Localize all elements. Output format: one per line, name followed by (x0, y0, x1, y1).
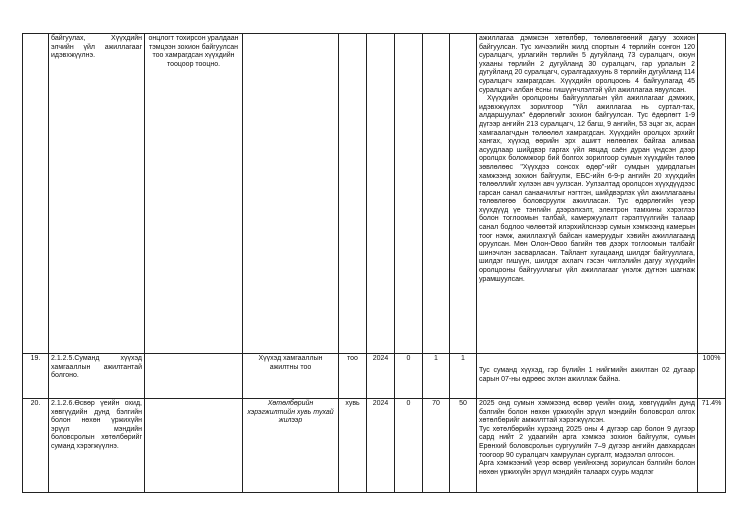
actual-cell: 1 (450, 354, 477, 399)
unit-cell (339, 34, 367, 354)
activity-cell: байгуулах, Хүүхдийн элчийн үйл ажиллагааг идэвхжүүлнэ. (49, 34, 145, 354)
activity-cell: 2.1.2.6.Өсвөр үеийн охид, хөвгүүдийн дунд бэлгийн болон нөхөн үржихүйн эрүүл мэндийн боловсролын хөтөлбөрийг суманд хэрэгжүүлнэ. (49, 399, 145, 493)
year-cell (367, 34, 395, 354)
report-paragraph: Хүүхдийн оролцооны байгууллагын үйл ажиллагааг дэмжих, идэвхжүүлэх зорилгоор "Үйл ажиллагаа нь суртал-тах, алдаршуулах" ёдөрлөгийг зохион байгуулсан. Тус ёдөрлөгт 1-9 дүгээр ангийн 213 суралцагч, 12 багш, 9 ангийн, 53 эцэг эх, асран хамгаалагчдын төлөөлөл хамрагдсан. Хүүхдийн оролцох эрхийг хангах, хүүхэд өөрийн эрх ашигт нөлөөлөх байгаа аливаа асуудлаар шийдвэр гаргах үйл явцад саён дуран үндсэн дээр оролцох боломжоор бий болгох зорилгоор сумын хүүхдийн төлөө зөвлөлөөс "Хүүхдээ сонсох өдөр"-ийг сумдын удирдлагын хамжээнд зохион байгуулж, ЕБС-ийн 6-9-р ангийн 20 хүүхдийн төлөөллийг хүлээн авч уулзсан. Уулзалтад оролцсон хүүхдүүдээс гарсан санал санаачилгыг нэгтгэн, шийдвэрлэх үйл ажиллагааны төлөвлөгөө боловсруулж ажилласан. Тус өдөрлөгийн үеэр хүүхдүүд үе тэнгийн дээрэлхэлт, электрон тамхины хэрэглээ болон тоглоомын талбай, камержуулалт гэрэлтүүлгийн талаар санал бодлоо чөлөөтэй илэрхийлснээр сумын хэмжээнд камерын тоог нэмж, ажиллахгүй байсан камеруудыг хэвийн ажиллагаанд оруулсан. Мөн Олон-Овоо багийн төв дээрх тоглоомын талбайг шинэчлэн засварласан. Тайлант хугацаанд шилдэг байгууллага, шилдэг гишүүн, шилдэг ахлагч гэсэн чиглэлийн дагуу хүүхдийн оролцооны байгууллагыг үйл ажиллагааг үнэлж дүгнэн шагнаж урамшуулсан. (479, 95, 695, 283)
empty-cell (145, 399, 243, 493)
unit-cell: тоо (339, 354, 367, 399)
percent-cell: 71.4% (698, 399, 726, 493)
report-paragraph: Тус суманд хүүхэд, гэр бүлийн 1 нийгмийн ажилтан 02 дугаар сарын 07-ны өдрөөс эхлэн ажиллаж байна. (479, 367, 695, 383)
report-cell (477, 34, 698, 354)
report-paragraph: Тус хөтөлбөрийн хүрээнд 2025 оны 4 дүгээр сар болон 9 дүгээр сард нийт 2 удаагийн арга хэмжээ зохион байгуулж, сумын Ерөнхий боловсролын сургуулийн 7–9 дүгээр ангийн давхардсан тоогоор 90 суралцагч хамруулан сургалт, мэдээлэл олгосон. (479, 425, 695, 459)
percent-cell (698, 34, 726, 354)
baseline-cell: 0 (395, 399, 423, 493)
target-cell (423, 34, 450, 354)
target-cell: 70 (423, 399, 450, 493)
activity-cell: 2.1.2.5.Суманд хүүхэд хамгааллын ажилтантай болгоно. (49, 354, 145, 399)
unit-cell: хувь (339, 399, 367, 493)
row-number: 19. (23, 354, 49, 399)
table-row (23, 399, 726, 493)
indicator-cell: онцлогт тохирсон уралдаан тэмцээн зохион байгуулсан тоо хамрагдсан хүүхдийн тооцоор тооцно. (145, 34, 243, 354)
baseline-cell: 0 (395, 354, 423, 399)
report-paragraph: 2025 онд сумын хэмжээнд өсвөр үеийн охид, хөвгүүдийн дунд бэлгийн болон нөхөн үржихүйн эрүүл мэндийн боловсрол олгох хөтөлбөрийг амжилттай хэрэгжүүлсэн. (479, 400, 695, 425)
table-row (23, 354, 726, 399)
report-table (22, 33, 726, 493)
year-cell: 2024 (367, 354, 395, 399)
year-cell: 2024 (367, 399, 395, 493)
table-row (23, 34, 726, 354)
report-cell (477, 399, 698, 493)
indicator-cell: Хүүхэд хамгааллын ажилтны тоо (243, 354, 339, 399)
percent-cell: 100% (698, 354, 726, 399)
actual-cell: 50 (450, 399, 477, 493)
indicator-cell: Хөтөлбөрийн хэрэгжилтийн хувь тухай жилээр (243, 399, 339, 493)
report-paragraph: ажиллагаа дэмжсэн хөтөлбөр, төлөвлөгөөний дагуу зохион байгуулсан. Тус хичээлийн жилд спортын 4 төрлийн сонгон 120 суралцагч, урлагийн төрлийн 5 дугуйланд 73 суралцагч, оюун ухааны төрлийн 2 дугуйланд 30 суралцагч, гар урлалын 2 дугуйланд 20 суралцагч, суралгадахуунь 8 төрлийн дугуйланд 114 суралцагч хамрагдсан. Хүүхдийн оролцоонь 4 байгуулагад 45 суралцагч албан ёсны гишүүнчлэлтэй үйл ажиллагаа явуулсан. (479, 35, 695, 94)
empty-cell (145, 354, 243, 399)
report-cell (477, 354, 698, 399)
empty-cell (243, 34, 339, 354)
target-cell: 1 (423, 354, 450, 399)
actual-cell (450, 34, 477, 354)
row-number: 20. (23, 399, 49, 493)
report-paragraph: Арга хэмжээний үеэр өсвөр үеийнхэнд зориулсан бэлгийн болон нөхөн үржихүйн эрүүл мэндийн талаарх суурь мэдлэг (479, 460, 695, 476)
row-number (23, 34, 49, 354)
baseline-cell (395, 34, 423, 354)
